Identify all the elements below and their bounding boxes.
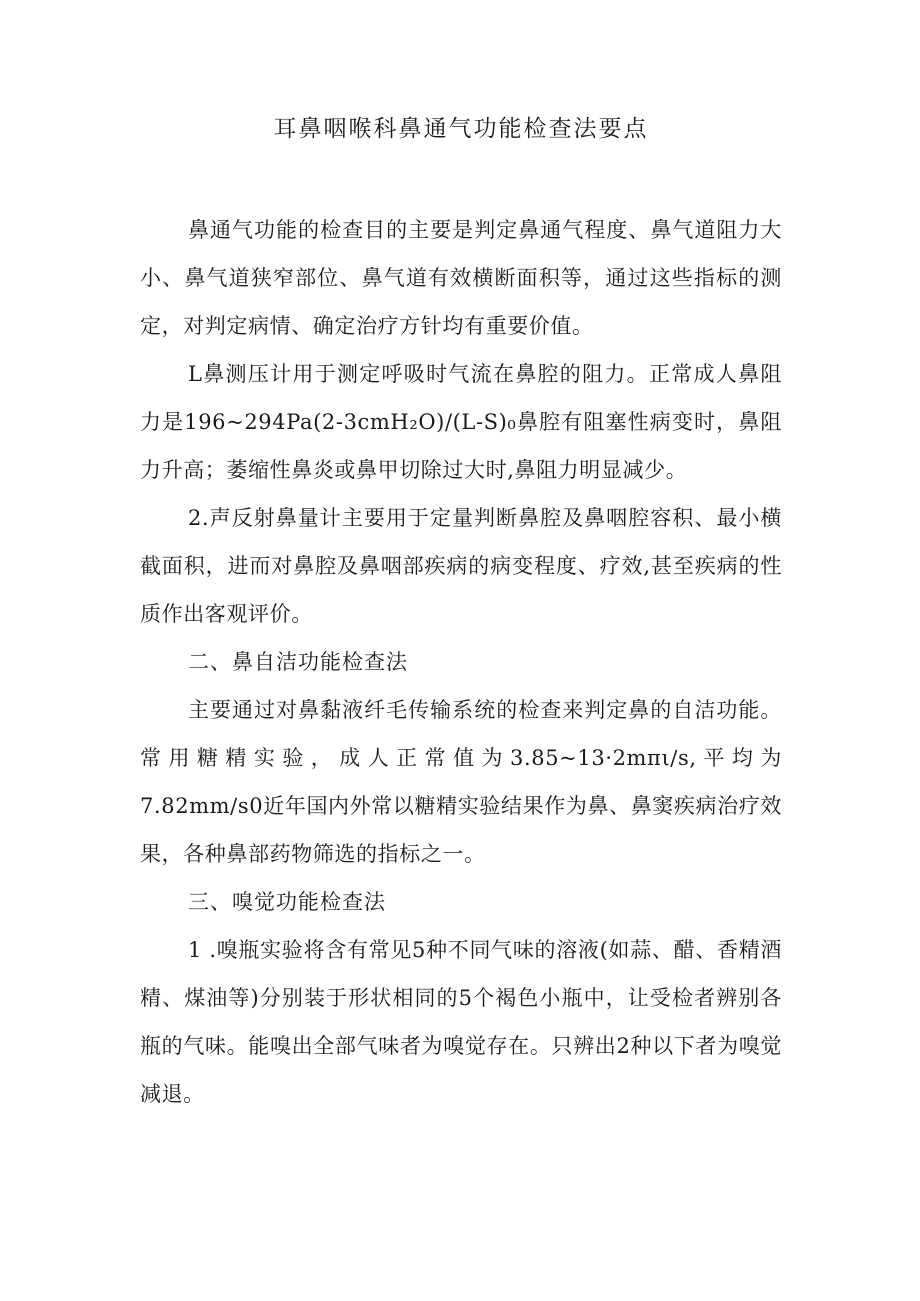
paragraph-intro: 鼻通气功能的检查目的主要是判定鼻通气程度、鼻气道阻力大小、鼻气道狭窄部位、鼻气道有效横断面积等，通过这些指标的测定，对判定病情、确定治疗方针均有重要价值。 <box>140 218 782 338</box>
paragraph-saccharin-test: 主要通过对鼻黏液纤毛传输系统的检查来判定鼻的自洁功能。常用糖精实验，成人正常值为3.85~13·2mπι∕s,平均为7.82mm∕s0近年国内外常以糖精实验结果作为鼻、鼻窦疾病治疗效果，各种鼻部药物筛选的指标之一。 <box>140 698 782 866</box>
paragraph-smell-bottle-test: 1 .嗅瓶实验将含有常见5种不同气味的溶液(如蒜、醋、香精酒精、煤油等)分别装于形状相同的5个褐色小瓶中，让受检者辨别各瓶的气味。能嗅出全部气味者为嗅觉存在。只辨出2种以下者为嗅觉减退。 <box>140 938 782 1106</box>
section-heading-olfactory: 三、嗅觉功能检查法 <box>188 890 386 914</box>
document-body <box>140 206 782 1118</box>
section-heading-self-cleaning: 二、鼻自洁功能检查法 <box>188 650 408 674</box>
document-title: 耳鼻咽喉科鼻通气功能检查法要点 <box>273 116 649 142</box>
paragraph-rhinomanometer: L鼻测压计用于测定呼吸时气流在鼻腔的阻力。正常成人鼻阻力是196~294Pa(2-3cmH₂O)/(L-S)₀鼻腔有阻塞性病变时，鼻阻力升高；萎缩性鼻炎或鼻甲切除过大时,鼻阻力明显减少。 <box>140 362 782 482</box>
paragraph-acoustic-rhinometry: 2.声反射鼻量计主要用于定量判断鼻腔及鼻咽腔容积、最小横截面积，进而对鼻腔及鼻咽部疾病的病变程度、疗效,甚至疾病的性质作出客观评价。 <box>140 506 782 626</box>
